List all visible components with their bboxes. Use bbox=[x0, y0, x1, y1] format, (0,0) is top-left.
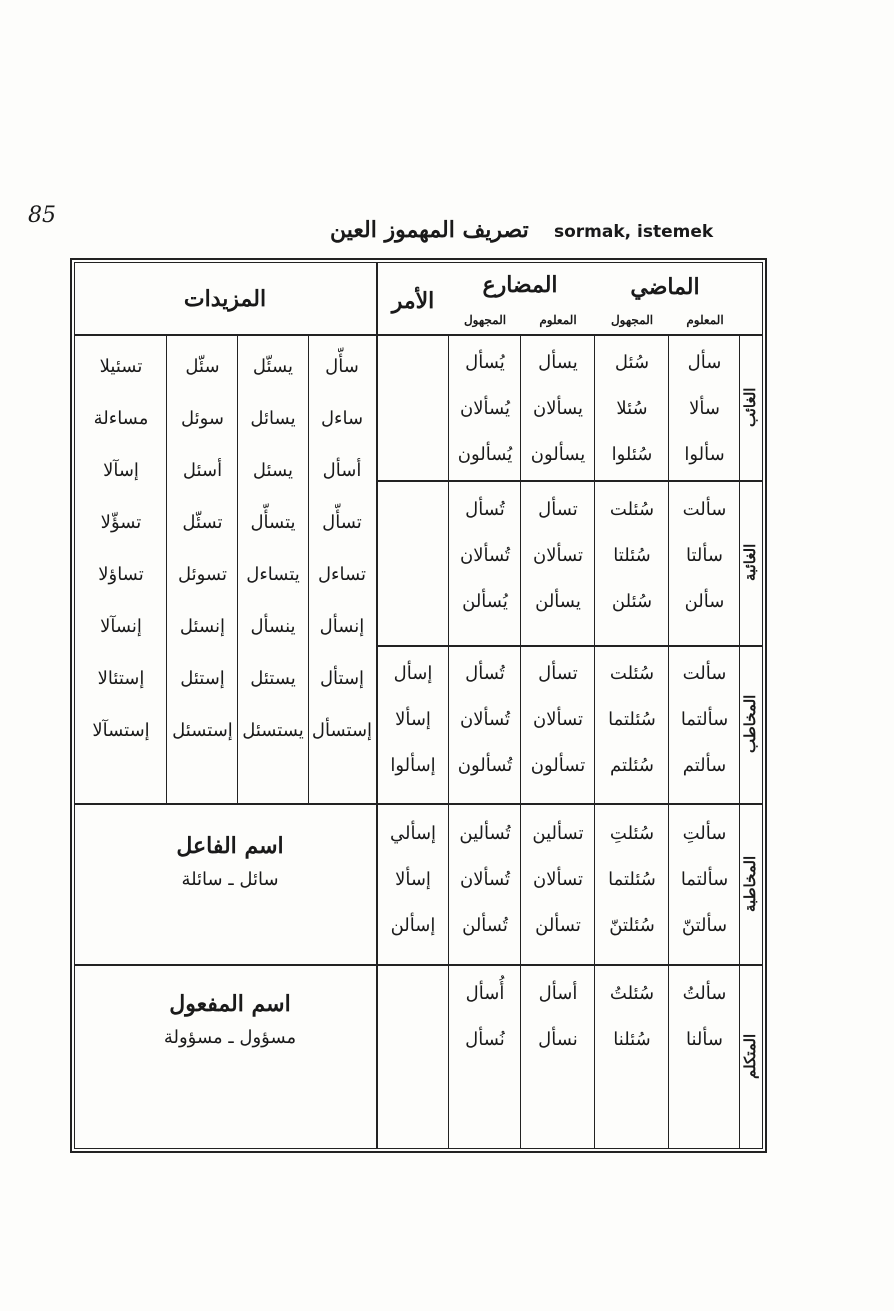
header-mudari-majhul: المجهول bbox=[463, 313, 507, 327]
conj-cell-mudari-majhul: أُسأل bbox=[465, 983, 505, 1004]
side-label-ghaiba: الغائبة bbox=[741, 543, 759, 582]
conj-cell-mudari-majhul: يُسألون bbox=[457, 444, 513, 465]
header-mazidat: المزيدات bbox=[183, 286, 267, 312]
ism-maful-title: اسم المفعول bbox=[169, 991, 291, 1017]
conj-cell-madi-majhul: سُئلوا bbox=[611, 444, 653, 465]
conj-cell-mudari-majhul: يُسألان bbox=[459, 398, 511, 419]
conj-cell-madi-malum: سألتِ bbox=[682, 823, 727, 844]
mazid-cell: يسائل bbox=[250, 408, 296, 429]
mazid-cell: مساءلة bbox=[93, 408, 149, 429]
mazid-cell: تسأّل bbox=[322, 512, 362, 533]
header-madi-malum: المعلوم bbox=[686, 313, 724, 327]
conj-cell-madi-majhul: سُئلتُ bbox=[609, 983, 655, 1004]
conj-cell-mudari-majhul: تُسألان bbox=[459, 869, 511, 890]
conj-cell-mudari-majhul: تُسألن bbox=[462, 915, 508, 936]
conj-cell-madi-malum: سألن bbox=[684, 591, 725, 612]
conj-cell-amr: إسأل bbox=[393, 663, 433, 684]
conj-cell-amr: إسألا bbox=[395, 869, 431, 890]
row-divider-2 bbox=[376, 645, 763, 647]
conj-cell-mudari-majhul: يُسأل bbox=[465, 352, 505, 373]
conj-cell-mudari-malum: تسألان bbox=[532, 869, 584, 890]
mazid-cell: يتسأّل bbox=[250, 512, 296, 533]
header-divider bbox=[74, 334, 763, 336]
mazid-cell: إستأل bbox=[319, 668, 365, 689]
header-amr: الأمر bbox=[391, 288, 435, 314]
conj-cell-madi-majhul: سُئل bbox=[614, 352, 650, 373]
mazid-cell: إستسئل bbox=[172, 720, 233, 741]
mazid-cell: ساءل bbox=[320, 408, 364, 429]
conj-cell-mudari-malum: تسألن bbox=[535, 915, 581, 936]
mazid-cell: يتساءل bbox=[246, 564, 300, 585]
side-label-ghaib: الغائب bbox=[741, 387, 759, 427]
conj-cell-mudari-majhul: تُسأل bbox=[465, 663, 505, 684]
conj-cell-amr: إسألوا bbox=[390, 755, 436, 776]
ism-fail-value: سائل ـ سائلة bbox=[181, 869, 279, 890]
conj-cell-madi-malum: سألتُ bbox=[682, 983, 727, 1004]
col-divider-madi-mudari bbox=[594, 334, 595, 1149]
header-mudari: المضارع bbox=[482, 272, 558, 298]
conj-cell-madi-malum: سألا bbox=[689, 398, 720, 419]
conj-cell-mudari-majhul: تُسألون bbox=[457, 755, 513, 776]
conj-cell-madi-majhul: سُئلا bbox=[616, 398, 648, 419]
side-label-divider bbox=[739, 334, 740, 1149]
conj-cell-madi-majhul: سُئلتما bbox=[608, 709, 656, 730]
mazid-cell: إنسأل bbox=[319, 616, 365, 637]
conj-cell-amr: إسألن bbox=[390, 915, 436, 936]
conj-cell-mudari-majhul: يُسألن bbox=[462, 591, 508, 612]
conj-cell-madi-malum: سألتا bbox=[686, 545, 723, 566]
side-label-mukhataba: المخاطبة bbox=[741, 855, 759, 912]
conj-cell-mudari-majhul: تُسألان bbox=[459, 709, 511, 730]
conj-cell-mudari-malum: تسألان bbox=[532, 545, 584, 566]
conj-cell-mudari-majhul: تُسألان bbox=[459, 545, 511, 566]
mazid-cell: يستسئل bbox=[242, 720, 304, 741]
conj-cell-madi-malum: سألتما bbox=[680, 709, 729, 730]
section-divider bbox=[376, 262, 378, 1149]
mazid-cell: سوئل bbox=[180, 408, 225, 429]
conj-cell-mudari-malum: تسألان bbox=[532, 709, 584, 730]
conj-cell-madi-majhul: سُئلتنّ bbox=[609, 915, 655, 936]
mazid-cell: يسئل bbox=[252, 460, 294, 481]
header-madi: الماضي bbox=[630, 274, 700, 300]
conj-cell-mudari-malum: أسأل bbox=[538, 983, 578, 1004]
conj-cell-mudari-malum: يسألون bbox=[530, 444, 586, 465]
conj-cell-madi-malum: سأل bbox=[687, 352, 722, 373]
conj-cell-madi-malum: سألت bbox=[682, 663, 727, 684]
conj-cell-madi-majhul: سُئلتا bbox=[613, 545, 651, 566]
ism-fail-box bbox=[90, 833, 370, 890]
conj-cell-mudari-malum: تسأل bbox=[538, 499, 578, 520]
mazid-cell: إنسآلا bbox=[100, 616, 142, 637]
conj-cell-mudari-malum: نسأل bbox=[538, 1029, 578, 1050]
conjugation-table bbox=[70, 258, 767, 1153]
side-label-mukhatab: المخاطب bbox=[741, 694, 759, 754]
conj-cell-mudari-majhul: نُسأل bbox=[465, 1029, 505, 1050]
mazid-cell: إستسأل bbox=[311, 720, 373, 741]
mazid-cell: يسئّل bbox=[252, 356, 294, 377]
conj-cell-mudari-malum: تسألين bbox=[532, 823, 584, 844]
mazid-cell: تساءل bbox=[317, 564, 367, 585]
conj-cell-mudari-malum: يسألان bbox=[532, 398, 584, 419]
conj-cell-mudari-malum: يسألن bbox=[535, 591, 581, 612]
mazid-cell: أسأل bbox=[322, 460, 362, 481]
mazid-cell: أسئل bbox=[182, 460, 223, 481]
conj-cell-amr: إسألا bbox=[395, 709, 431, 730]
conj-cell-madi-majhul: سُئلتما bbox=[608, 869, 656, 890]
conj-cell-madi-majhul: سُئلتِ bbox=[609, 823, 655, 844]
mazid-cell: تسئيلا bbox=[99, 356, 143, 377]
conj-cell-mudari-malum: تسألون bbox=[530, 755, 586, 776]
conj-cell-madi-majhul: سُئلنا bbox=[613, 1029, 651, 1050]
page-title: تصريف المهموز العين bbox=[330, 217, 529, 243]
mazid-cell: إسآلا bbox=[103, 460, 139, 481]
col-divider-madi bbox=[668, 334, 669, 1149]
mazid-cell: سأّل bbox=[325, 356, 359, 377]
mazid-cell: إستئل bbox=[180, 668, 225, 689]
header-mudari-malum: المعلوم bbox=[539, 313, 577, 327]
header-madi-majhul: المجهول bbox=[610, 313, 654, 327]
conj-cell-madi-majhul: سُئلت bbox=[609, 663, 655, 684]
page-number: 85 bbox=[28, 203, 56, 228]
conj-cell-mudari-majhul: تُسأل bbox=[465, 499, 505, 520]
mazid-cell: إستئالا bbox=[97, 668, 145, 689]
mazid-cell: تسؤّلا bbox=[100, 512, 142, 533]
row-divider-3 bbox=[74, 803, 763, 805]
conj-cell-madi-majhul: سُئلت bbox=[609, 499, 655, 520]
page-subtitle: sormak, istemek bbox=[554, 222, 714, 242]
mazid-cell: إنسئل bbox=[179, 616, 226, 637]
mazid-cell: سئّل bbox=[185, 356, 220, 377]
conj-cell-madi-malum: سألت bbox=[682, 499, 727, 520]
mazid-cell: يستئل bbox=[250, 668, 296, 689]
ism-fail-title: اسم الفاعل bbox=[176, 833, 284, 859]
conj-cell-mudari-malum: تسأل bbox=[538, 663, 578, 684]
mazid-cell: تساؤلا bbox=[98, 564, 144, 585]
conj-cell-madi-malum: سألتما bbox=[680, 869, 729, 890]
ism-maful-value: مسؤول ـ مسؤولة bbox=[163, 1027, 297, 1048]
conj-cell-madi-malum: سألنا bbox=[686, 1029, 723, 1050]
mazid-cell: تسئّل bbox=[182, 512, 223, 533]
conj-cell-madi-majhul: سُئلن bbox=[611, 591, 653, 612]
mazid-cell: ينسأل bbox=[250, 616, 296, 637]
row-divider-4 bbox=[74, 964, 763, 966]
conj-cell-madi-malum: سألوا bbox=[684, 444, 725, 465]
mazid-cell: إستسآلا bbox=[92, 720, 150, 741]
conj-cell-madi-malum: سألتنّ bbox=[681, 915, 728, 936]
col-divider-mudari bbox=[520, 334, 521, 1149]
conj-cell-madi-malum: سألتم bbox=[682, 755, 727, 776]
row-divider-1 bbox=[376, 480, 763, 482]
conj-cell-amr: إسألي bbox=[389, 823, 437, 844]
mazid-cell: تسوئل bbox=[177, 564, 227, 585]
conj-cell-madi-majhul: سُئلتم bbox=[610, 755, 654, 776]
side-label-mutakallim: المتكلم bbox=[741, 1033, 759, 1080]
col-divider-mudari-amr bbox=[448, 334, 449, 1149]
conj-cell-mudari-majhul: تُسألين bbox=[459, 823, 511, 844]
conj-cell-mudari-malum: يسأل bbox=[538, 352, 578, 373]
ism-maful-box bbox=[90, 991, 370, 1048]
